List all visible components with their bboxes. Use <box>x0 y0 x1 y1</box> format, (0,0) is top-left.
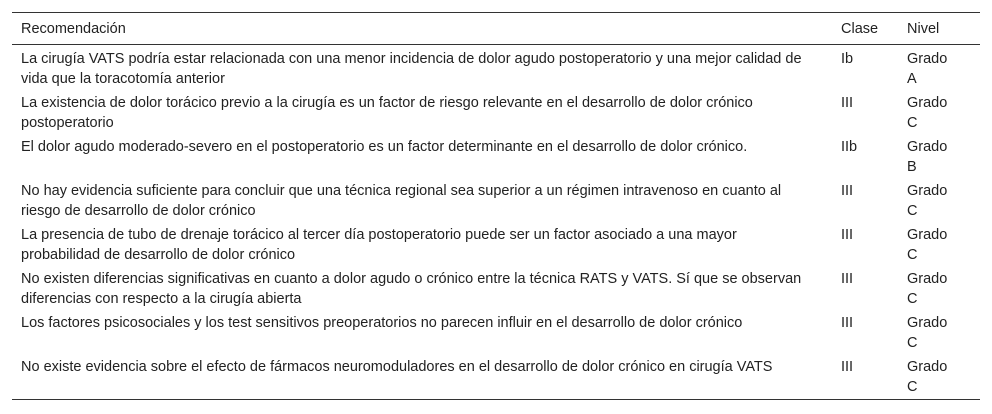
cell-clase: III <box>841 95 854 111</box>
cell-nivel <box>898 311 980 355</box>
cell-clase: III <box>841 359 854 375</box>
nivel-grado-label: Grado <box>907 359 948 375</box>
cell-recomendacion: No hay evidencia suficiente para concluir que una técnica regional sea superior a un régimen intravenoso en cuanto al riesgo de desarrollo de dolor crónico <box>21 183 782 219</box>
table-row <box>12 267 980 311</box>
table-header <box>12 13 980 45</box>
table-row <box>12 223 980 267</box>
table-row <box>12 91 980 135</box>
recommendations-table <box>12 12 980 400</box>
header-nivel: Nivel <box>907 20 940 37</box>
table-body <box>12 45 980 400</box>
header-row <box>12 13 980 45</box>
nivel-grado-value: C <box>907 203 918 219</box>
cell-clase: IIb <box>841 139 858 155</box>
cell-nivel <box>898 135 980 179</box>
cell-recomendacion: La existencia de dolor torácico previo a la cirugía es un factor de riesgo relevante en el desarrollo de dolor crónico postoperatorio <box>21 95 753 131</box>
cell-clase: III <box>841 271 854 287</box>
cell-nivel <box>898 267 980 311</box>
table-row <box>12 135 980 179</box>
cell-recomendacion: El dolor agudo moderado-severo en el postoperatorio es un factor determinante en el desarrollo de dolor crónico. <box>21 139 748 155</box>
nivel-grado-value: C <box>907 115 918 131</box>
nivel-grado-label: Grado <box>907 51 948 67</box>
nivel-grado-label: Grado <box>907 227 948 243</box>
cell-recomendacion: Los factores psicosociales y los test sensitivos preoperatorios no parecen influir en el desarrollo de dolor crónico <box>21 315 743 331</box>
nivel-grado-label: Grado <box>907 183 948 199</box>
cell-nivel <box>898 355 980 400</box>
cell-nivel <box>898 45 980 92</box>
cell-recomendacion: No existe evidencia sobre el efecto de fármacos neuromoduladores en el desarrollo de dolor crónico en cirugía VATS <box>21 359 773 375</box>
header-clase: Clase <box>841 20 879 37</box>
nivel-grado-label: Grado <box>907 315 948 331</box>
table-row <box>12 311 980 355</box>
cell-nivel <box>898 223 980 267</box>
cell-clase: III <box>841 227 854 243</box>
nivel-grado-label: Grado <box>907 95 948 111</box>
table-row <box>12 179 980 223</box>
recommendations-table-container <box>12 12 980 400</box>
nivel-grado-value: C <box>907 335 918 351</box>
table-row <box>12 355 980 400</box>
cell-recomendacion: No existen diferencias significativas en cuanto a dolor agudo o crónico entre la técnica RATS y VATS. Sí que se observan diferencias con respecto a la cirugía abierta <box>21 271 802 307</box>
nivel-grado-label: Grado <box>907 271 948 287</box>
header-recomendacion: Recomendación <box>21 20 126 37</box>
nivel-grado-value: C <box>907 291 918 307</box>
nivel-grado-value: C <box>907 379 918 395</box>
cell-recomendacion: La cirugía VATS podría estar relacionada con una menor incidencia de dolor agudo postoperatorio y una mejor calidad de vida que la toracotomía anterior <box>21 51 802 87</box>
nivel-grado-value: A <box>907 71 917 87</box>
cell-recomendacion: La presencia de tubo de drenaje torácico al tercer día postoperatorio puede ser un factor asociado a una mayor probabilidad de desarrollo de dolor crónico <box>21 227 737 263</box>
nivel-grado-label: Grado <box>907 139 948 155</box>
nivel-grado-value: C <box>907 247 918 263</box>
table-row <box>12 45 980 92</box>
cell-clase: III <box>841 183 854 199</box>
cell-nivel <box>898 91 980 135</box>
cell-clase: Ib <box>841 51 854 67</box>
cell-clase: III <box>841 315 854 331</box>
cell-nivel <box>898 179 980 223</box>
nivel-grado-value: B <box>907 159 917 175</box>
